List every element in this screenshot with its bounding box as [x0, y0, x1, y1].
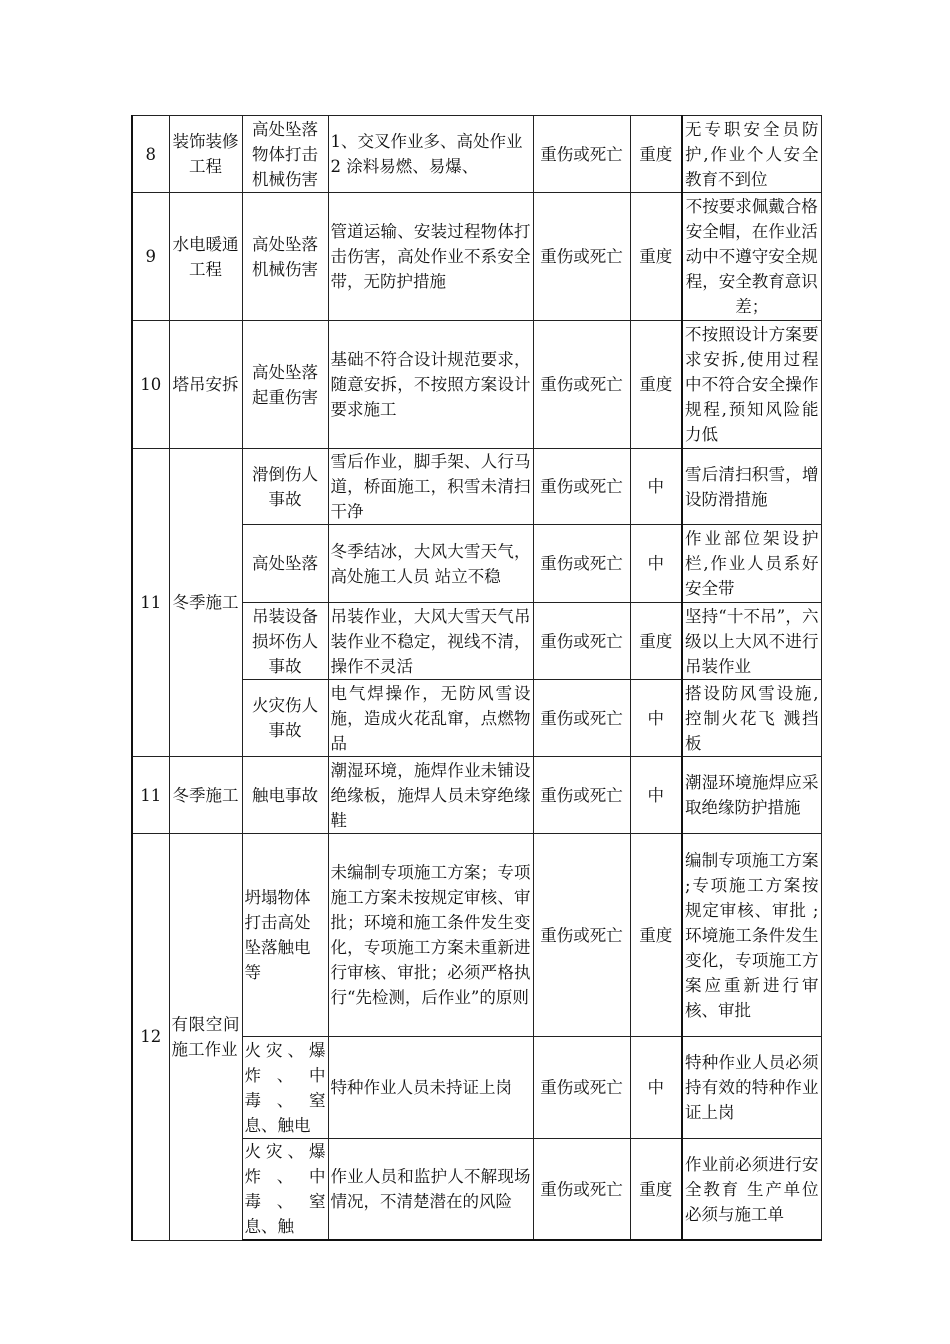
control-measure: 无专职安全员防护,作业个人安全教育不到位 [682, 116, 821, 193]
hazard-cause: 雪后作业，脚手架、人行马道，桥面施工，积雪未清扫干净 [328, 449, 533, 525]
risk-level: 中 [630, 1037, 682, 1139]
hazard-type: 触电事故 [242, 757, 328, 834]
risk-level: 重度 [630, 603, 682, 680]
project-name: 冬季施工 [169, 449, 242, 757]
hazard-type: 高处坠落起重伤害 [242, 321, 328, 449]
row-number: 10 [132, 321, 169, 449]
hazard-cause: 冬季结冰，大风大雪天气，高处施工人员 站立不稳 [328, 525, 533, 603]
project-name: 塔吊安拆 [169, 321, 242, 449]
possible-result: 重伤或死亡 [533, 603, 630, 680]
hazard-type: 滑倒伤人事故 [242, 449, 328, 525]
hazard-cause: 未编制专项施工方案；专项施工方案未按规定审核、审批；环境和施工条件发生变化，专项施工方案未重新进行审核、审批；必须严格执行“先检测，后作业”的原则 [328, 834, 533, 1037]
risk-level: 重度 [630, 834, 682, 1037]
possible-result: 重伤或死亡 [533, 834, 630, 1037]
row-number: 11 [132, 757, 169, 834]
risk-level: 中 [630, 680, 682, 757]
table-row [132, 757, 821, 834]
control-measure: 搭设防风雪设施,控制火花飞 溅挡板 [682, 680, 821, 757]
row-number: 11 [132, 449, 169, 757]
risk-level: 中 [630, 757, 682, 834]
project-name: 水电暖通工程 [169, 193, 242, 321]
possible-result: 重伤或死亡 [533, 680, 630, 757]
table-row [132, 449, 821, 525]
hazard-type: 吊装设备损坏伤人事故 [242, 603, 328, 680]
row-number: 8 [132, 116, 169, 193]
table-row [132, 193, 821, 321]
control-measure: 作业部位架设护栏,作业人员系好安全带 [682, 525, 821, 603]
risk-level: 重度 [630, 1139, 682, 1241]
project-name: 冬季施工 [169, 757, 242, 834]
hazard-type: 火灾伤人事故 [242, 680, 328, 757]
possible-result: 重伤或死亡 [533, 525, 630, 603]
row-number: 12 [132, 834, 169, 1241]
possible-result: 重伤或死亡 [533, 193, 630, 321]
table-row [132, 321, 821, 449]
row-number: 9 [132, 193, 169, 321]
hazard-cause: 潮湿环境，施焊作业未铺设绝缘板，施焊人员未穿绝缘鞋 [328, 757, 533, 834]
hazard-cause: 管道运输、安装过程物体打击伤害，高处作业不系安全带，无防护措施 [328, 193, 533, 321]
risk-level: 重度 [630, 116, 682, 193]
table-row [132, 834, 821, 1037]
control-measure: 编制专项施工方案 ;专项施工方案按规定审核、审批 ;环境施工条件发生变化，专项施工方案应重新进行审核、审批 [682, 834, 821, 1037]
risk-level: 重度 [630, 321, 682, 449]
control-measure: 坚持“十不吊”，六级以上大风不进行吊装作业 [682, 603, 821, 680]
risk-level: 中 [630, 449, 682, 525]
hazard-cause: 作业人员和监护人不解现场情况，不清楚潜在的风险 [328, 1139, 533, 1241]
control-measure: 不按要求佩戴合格安全帽，在作业活动中不遵守安全规程，安全教育意识差； [682, 193, 821, 321]
possible-result: 重伤或死亡 [533, 1139, 630, 1241]
control-measure: 作业前必须进行安全教育 生产单位必须与施工单 [682, 1139, 821, 1241]
project-name: 有限空间施工作业 [169, 834, 242, 1241]
risk-level: 中 [630, 525, 682, 603]
possible-result: 重伤或死亡 [533, 116, 630, 193]
control-measure: 特种作业人员必须持有效的特种作业证上岗 [682, 1037, 821, 1139]
hazard-type: 坍塌物体打击高处坠落触电等 [242, 834, 328, 1037]
possible-result: 重伤或死亡 [533, 757, 630, 834]
control-measure: 潮湿环境施焊应采取绝缘防护措施 [682, 757, 821, 834]
hazard-type: 高处坠落物体打击机械伤害 [242, 116, 328, 193]
control-measure: 不按照设计方案要求安拆,使用过程中不符合安全操作规程,预知风险能力低 [682, 321, 821, 449]
risk-level: 重度 [630, 193, 682, 321]
hazard-type: 火灾、爆炸、中毒、窒息、触电 [242, 1037, 328, 1139]
hazard-table [131, 115, 822, 1241]
hazard-type: 高处坠落机械伤害 [242, 193, 328, 321]
hazard-cause: 吊装作业，大风大雪天气吊装作业不稳定，视线不清，操作不灵活 [328, 603, 533, 680]
hazard-type: 火灾、爆炸、中毒、窒息、触 [242, 1139, 328, 1241]
project-name: 装饰装修工程 [169, 116, 242, 193]
possible-result: 重伤或死亡 [533, 1037, 630, 1139]
hazard-cause: 1、交叉作业多、高处作业2 涂料易燃、易爆、 [328, 116, 533, 193]
possible-result: 重伤或死亡 [533, 449, 630, 525]
hazard-cause: 基础不符合设计规范要求，随意安拆，不按照方案设计要求施工 [328, 321, 533, 449]
possible-result: 重伤或死亡 [533, 321, 630, 449]
hazard-cause: 电气焊操作，无防风雪设施，造成火花乱窜，点燃物品 [328, 680, 533, 757]
control-measure: 雪后清扫积雪，增设防滑措施 [682, 449, 821, 525]
table-row [132, 116, 821, 193]
hazard-type: 高处坠落 [242, 525, 328, 603]
hazard-cause: 特种作业人员未持证上岗 [328, 1037, 533, 1139]
